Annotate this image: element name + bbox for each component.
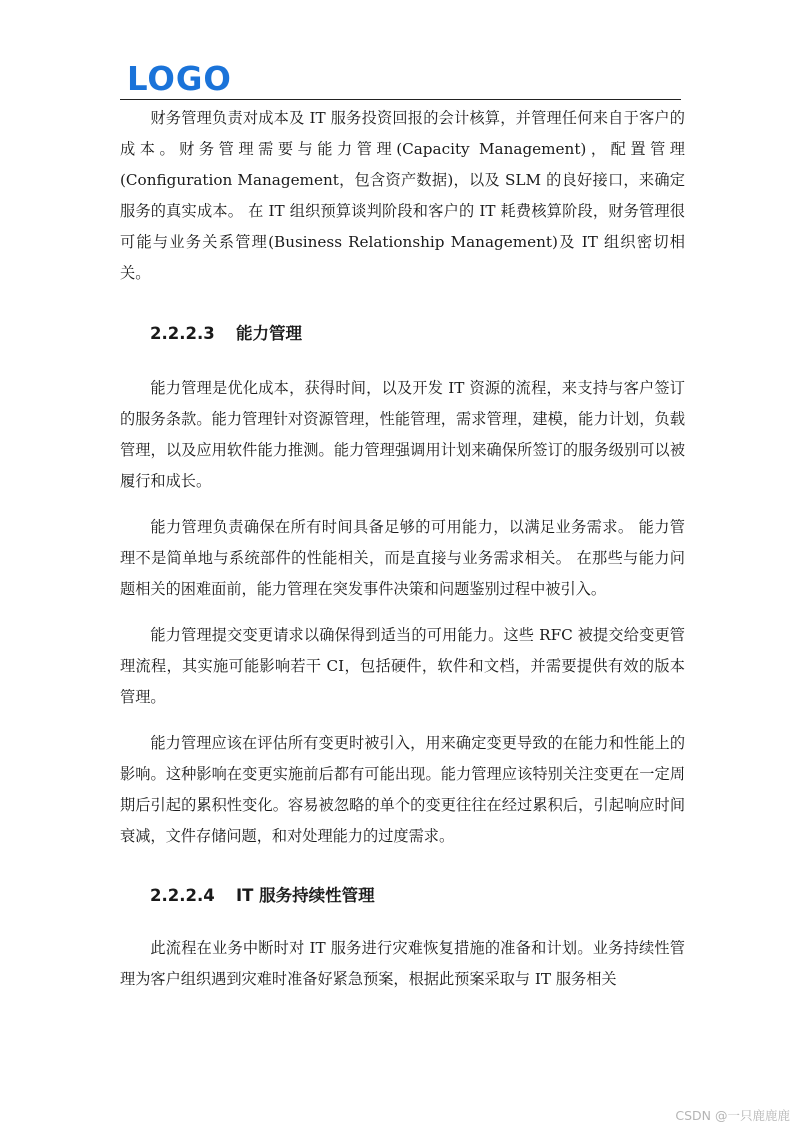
header-divider	[120, 99, 681, 100]
paragraph-capacity-3: 能力管理提交变更请求以确保得到适当的可用能力。这些 RFC 被提交给变更管理流程，其实施可能影响若干 CI，包括硬件，软件和文档，并需要提供有效的版本管理。	[120, 626, 685, 706]
section-number: 2.2.2.3	[150, 324, 215, 343]
paragraph-capacity-4: 能力管理应该在评估所有变更时被引入，用来确定变更导致的在能力和性能上的影响。这种影响在变更实施前后都有可能出现。能力管理应该特别关注变更在一定周期后引起的累积性变化。容易被忽略的单个的变更往往在经过累积后，引起响应时间衰减，文件存储问题，和对处理能力的过度需求。	[120, 734, 685, 845]
paragraph-continuity-1: 此流程在业务中断时对 IT 服务进行灾难恢复措施的准备和计划。业务持续性管理为客户组织遇到灾难时准备好紧急预案，根据此预案采取与 IT 服务相关	[120, 939, 685, 988]
section-heading-capacity	[120, 320, 685, 348]
section-title: 能力管理	[236, 324, 302, 343]
company-logo: LOGO	[127, 59, 232, 98]
paragraph-capacity-2: 能力管理负责确保在所有时间具备足够的可用能力，以满足业务需求。 能力管理不是简单地与系统部件的性能相关，而是直接与业务需求相关。 在那些与能力问题相关的困难面前，能力管理在突发事件决策和问题鉴别过程中被引入。	[120, 518, 685, 598]
document-body	[120, 103, 685, 995]
paragraph-capacity-1: 能力管理是优化成本，获得时间，以及开发 IT 资源的流程，来支持与客户签订的服务条款。能力管理针对资源管理，性能管理，需求管理，建模，能力计划，负载管理，以及应用软件能力推测。能力管理强调用计划来确保所签订的服务级别可以被履行和成长。	[120, 379, 685, 490]
section-number: 2.2.2.4	[150, 886, 215, 905]
csdn-watermark: CSDN @一只鹿鹿鹿	[675, 1108, 790, 1123]
paragraph-financial-management: 财务管理负责对成本及 IT 服务投资回报的会计核算，并管理任何来自于客户的成本。财务管理需要与能力管理(Capacity Management)，配置管理(Configuration Management，包含资产数据)，以及 SLM 的良好接口，来确定服务的真实成本。 在 IT 组织预算谈判阶段和客户的 IT 耗费核算阶段，财务管理很可能与业务关系管理(Business Relationship Management)及 IT 组织密切相关。	[120, 109, 685, 282]
section-heading-continuity	[120, 882, 685, 910]
section-title: IT 服务持续性管理	[236, 886, 375, 905]
